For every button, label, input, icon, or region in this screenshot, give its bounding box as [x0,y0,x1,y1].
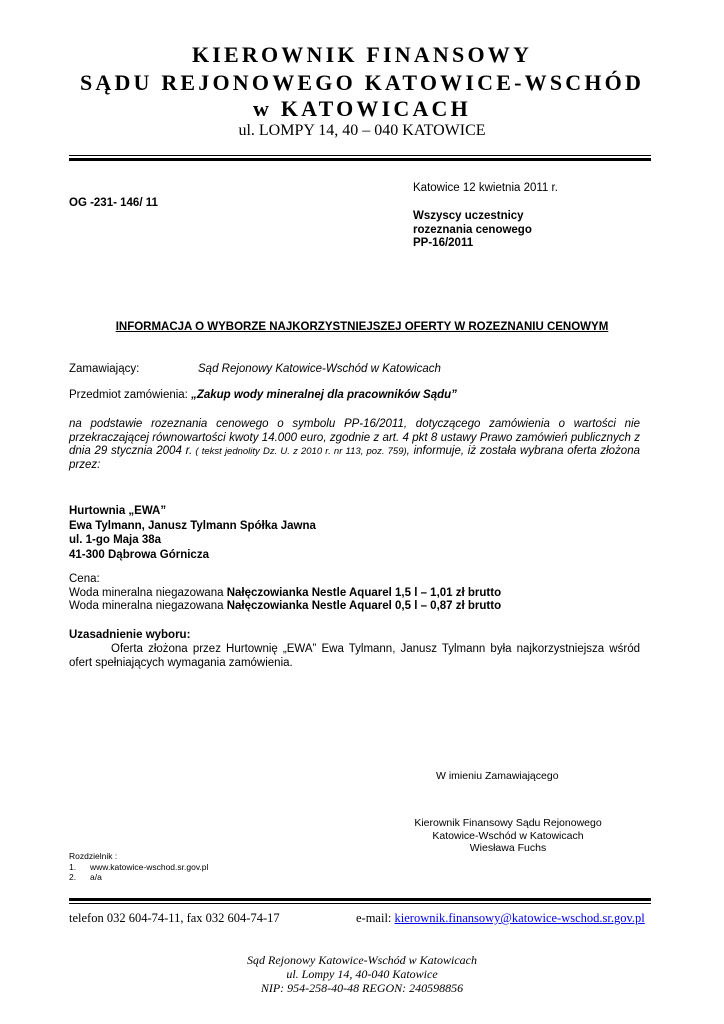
email-link[interactable]: kierownik.finansowy@katowice-wschod.sr.gov.pl [394,911,645,925]
price-block [69,573,501,614]
signature-court: Katowice-Wschód w Katowicach [432,829,584,842]
basis-legal-reference: ( tekst jednolity Dz. U. z 2010 r. nr 113, poz. 759) [192,446,407,457]
price-item [69,600,501,614]
distribution-label: Rozdzielnik : [69,851,118,861]
orderer-value: Sąd Rejonowy Katowice-Wschód w Katowicach [198,363,441,375]
footer-email-label: e-mail: [356,911,395,925]
basis-text: na podstawie rozeznania cenowego o symbolu PP-16/2011, dotyczącego zamówienia o wartości nie przekraczającej równowartości kwoty 14.000 euro, zgodnie z art. 4 pkt 8 ustawy Prawo zamówień publicznych z dnia 29 stycznia 2004 r. [69,418,640,457]
winner-company: Ewa Tylmann, Janusz Tylmann Spółka Jawna [69,519,316,532]
letterhead-line-1: KIEROWNIK FINANSOWY [191,42,533,67]
footer-email-line [356,911,645,926]
subject-line [69,389,457,403]
footer-org-address: ul. Lompy 14, 40-040 Katowice [286,967,438,981]
on-behalf-label: W imieniu Zamawiającego [436,770,559,782]
price-item [69,587,501,601]
basis-text-end: , informuje, iż została wybrana oferta złożona przez: [69,445,640,471]
subject-value: „Zakup wody mineralnej dla pracowników Sądu” [191,389,457,401]
letterhead-line-3: w KATOWICACH [253,96,471,121]
recipient-line: PP-16/2011 [413,237,474,249]
header-rule-thin [69,155,651,156]
recipient-line: Wszyscy uczestnicy [413,210,524,222]
distribution-item-text: www.katowice-wschod.sr.gov.pl [90,861,209,872]
distribution-item [69,862,208,873]
letterhead-address: ul. LOMPY 14, 40 – 040 KATOWICE [238,122,486,139]
winner-street: ul. 1-go Maja 38a [69,534,162,546]
recipient-block [413,210,532,251]
document-title: INFORMACJA O WYBORZE NAJKORZYSTNIEJSZEJ OFERTY W ROZEZNANIU CENOWYM [115,321,609,333]
orderer-label: Zamawiający: [69,363,140,375]
price-item-product: Nałęczowianka Nestle Aquarel 1,5 l – 1,01 zł brutto [226,586,502,599]
distribution-list [69,851,208,883]
footer-org-ids: NIP: 954-258-40-48 REGON: 240598856 [260,981,464,995]
reference-number: OG -231- 146/ 11 [69,197,158,209]
winner-name: Hurtownia „EWA” [69,505,167,517]
signature-name: Wiesława Fuchs [469,842,547,854]
footer-rule-thin [69,903,651,904]
footer-org-name: Sąd Rejonowy Katowice-Wschód w Katowicach [247,953,477,967]
letter-date: Katowice 12 kwietnia 2011 r. [413,182,558,194]
price-item-prefix: Woda mineralna niegazowana [69,586,227,599]
distribution-item-text: a/a [90,872,102,882]
distribution-item-number: 2. [69,872,77,882]
winner-city: 41-300 Dąbrowa Górnicza [69,548,209,561]
footer-rule-thick [69,898,651,901]
basis-paragraph [69,418,640,472]
price-label: Cena: [69,573,100,585]
winner-block [69,504,316,562]
price-item-product: Nałęczowianka Nestle Aquarel 0,5 l – 0,87 zł brutto [226,600,502,612]
recipient-line: rozeznania cenowego [413,223,532,236]
header-rule-thick [69,158,651,161]
distribution-item-number: 1. [69,861,77,872]
price-item-prefix: Woda mineralna niegazowana [69,600,227,612]
justification-label: Uzasadnienie wyboru: [69,629,191,641]
footer-organization [0,953,724,995]
footer-phone-fax: telefon 032 604-74-11, fax 032 604-74-17 [69,911,280,925]
letterhead-line-2: SĄDU REJONOWEGO KATOWICE-WSCHÓD [79,70,645,95]
justification-text: Oferta złożona przez Hurtownię „EWA” Ewa Tylmann, Janusz Tylmann była najkorzystniejsza wśród ofert spełniających wymagania zamówienia. [69,643,640,669]
signature-block [413,817,603,855]
distribution-item [69,872,208,883]
subject-label: Przedmiot zamówienia: [69,389,192,401]
signature-title: Kierownik Finansowy Sądu Rejonowego [414,817,602,829]
